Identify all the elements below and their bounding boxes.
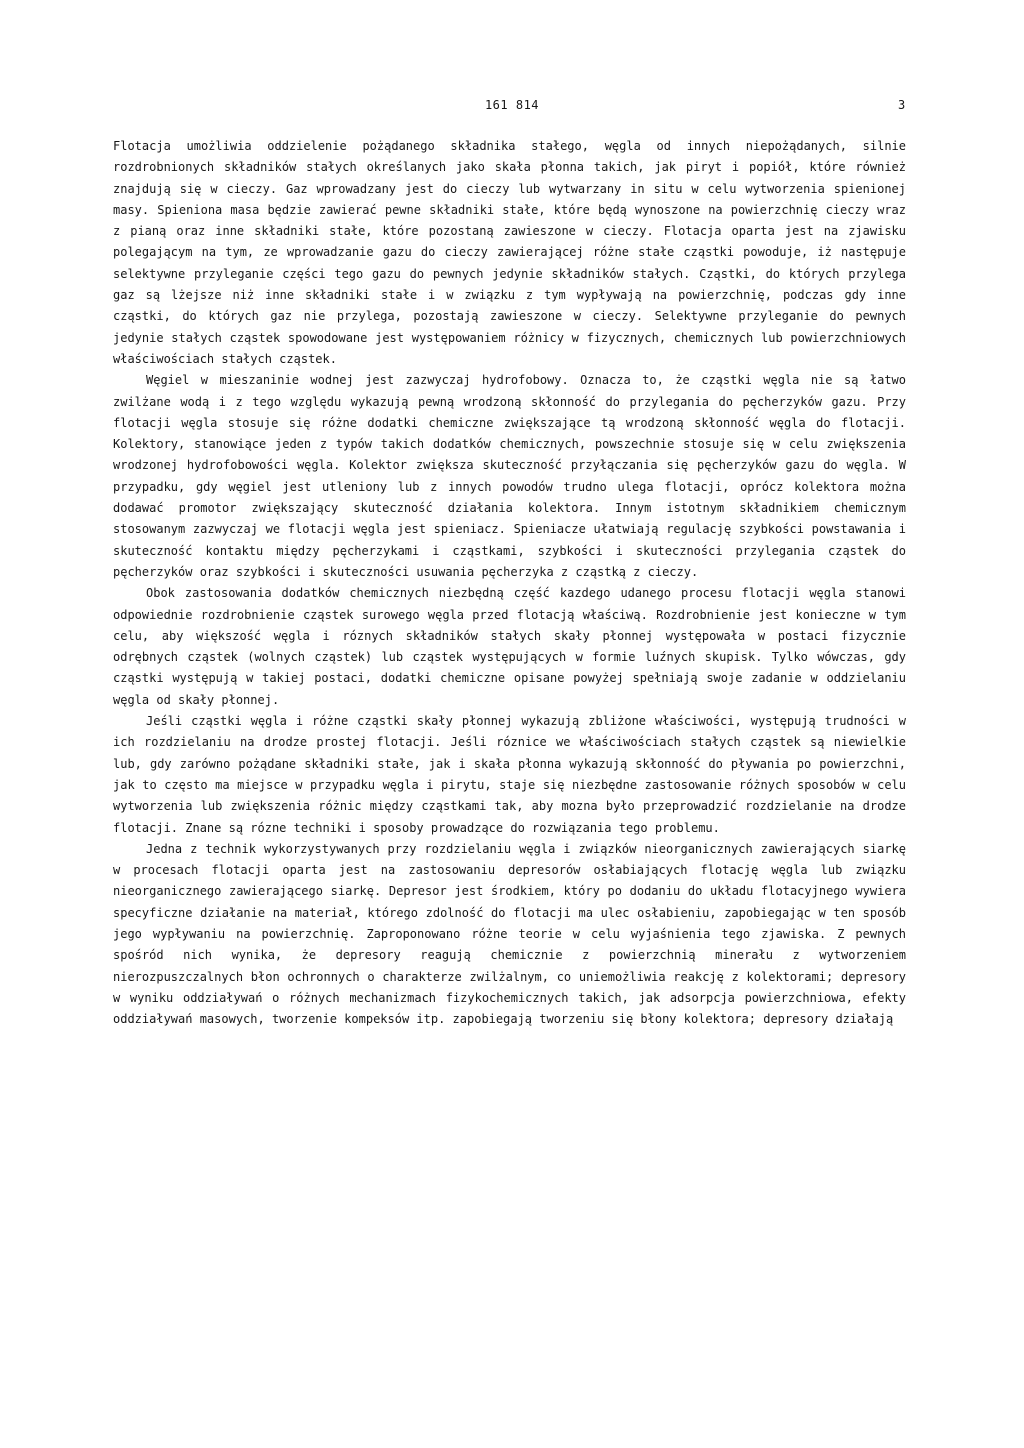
paragraph-flotation-intro: Flotacja umożliwia oddzielenie pożądanego składnika stałego, węgla od innych niepożądanych, silnie rozdrobnionych składników stałych określanych jako skała płonna takich, jak piryt i popiół, które również znajdują się w cieczy. Gaz wprowadzany jest do cieczy lub wytwarzany in situ w celu wytworzenia spienionej masy. Spieniona masa będzie zawierać pewne składniki stałe, które będą wynoszone na powierzchnię cieczy wraz z pianą oraz inne składniki stałe, które pozostaną zawieszone w cieczy. Flotacja oparta jest na zjawisku polegającym na tym, ze wprowadzanie gazu do cieczy zawierającej różne stałe cząstki powoduje, iż następuje selektywne przyleganie części tego gazu do pewnych jedynie składników stałych. Cząstki, do których przylega gaz są lżejsze niż inne składniki stałe i w związku z tym wypływają na powierzchnię, podczas gdy inne cząstki, do których gaz nie przylega, pozostają zawieszone w cieczy. Selektywne przyleganie do pewnych jedynie stałych cząstek spowodowane jest występowaniem różnicy w fizycznych, chemicznych lub powierzchniowych właściwościach stałych cząstek. (113, 139, 906, 366)
page-header (0, 95, 1024, 115)
paragraph-particle-comminution: Obok zastosowania dodatków chemicznych niezbędną część kazdego udanego procesu flotacji węgla stanowi odpowiednie rozdrobnienie cząstek surowego węgla przed flotacją właściwą. Rozdrobnienie jest konieczne w tym celu, aby większość węgla i róznych składników stałych skały płonnej występowała w postaci fizycznie odrębnych cząstek (wolnych cząstek) lub cząstek występujących w formie luźnych skupisk. Tylko wówczas, gdy cząstki występują w takiej postaci, dodatki chemiczne opisane powyżej spełniają swoje zadanie w oddzielaniu węgla od skały płonnej. (113, 586, 906, 707)
body-text (113, 136, 906, 1030)
page-number: 3 (898, 98, 906, 112)
document-number: 161 814 (484, 98, 540, 112)
paragraph-coal-hydrophobic: Węgiel w mieszaninie wodnej jest zazwyczaj hydrofobowy. Oznacza to, że cząstki węgla nie są łatwo zwilżane wodą i z tego względu wykazują pewną wrodzoną skłonność do przylegania do pęcherzyków gazu. Przy flotacji węgla stosuje się różne dodatki chemiczne zwiększające tą wrodzoną skłonność węgla do flotacji. Kolektory, stanowiące jeden z typów takich dodatków chemicznych, powszechnie stosuje się w celu zwiększenia wrodzonej hydrofobowości węgla. Kolektor zwiększa skuteczność przyłączania się pęcherzyków gazu do węgla. W przypadku, gdy węgiel jest utleniony lub z innych powodów trudno ulega flotacji, oprócz kolektora można dodawać promotor zwiększający skuteczność działania kolektora. Innym istotnym składnikiem chemicznym stosowanym zazwyczaj we flotacji węgla jest spieniacz. Spieniacze ułatwiają regulację szybkości powstawania i skuteczność kontaktu między pęcherzykami i cząstkami, szybkości i skuteczności przylegania cząstek do pęcherzyków oraz szybkości i skuteczności usuwania pęcherzyka z cząstką z cieczy. (113, 373, 906, 579)
paragraph-depressors: Jedna z technik wykorzystywanych przy rozdzielaniu węgla i związków nieorganicznych zawierających siarkę w procesach flotacji oparta jest na zastosowaniu depresorów osłabiających flotację węgla lub związku nieorganicznego zawierającego siarkę. Depresor jest środkiem, który po dodaniu do układu flotacyjnego wywiera specyficzne działanie na materiał, którego zdolność do flotacji ma ulec osłabieniu, zapobiegając w ten sposób jego wypływaniu na powierzchnię. Zaproponowano różne teorie w celu wyjaśnienia tego zjawiska. Z pewnych spośród nich wynika, że depresory reagują chemicznie z powierzchnią minerału z wytworzeniem nierozpuszczalnych błon ochronnych o charakterze zwilżalnym, co uniemożliwia reakcję z kolektorami; depresory w wyniku oddziaływań o różnych mechanizmach fizykochemicznych takich, jak adsorpcja powierzchniowa, efekty oddziaływań masowych, tworzenie kompeksów itp. zapobiegają tworzeniu się błony kolektora; depresory działają (113, 841, 906, 1027)
paragraph-similar-properties: Jeśli cząstki węgla i różne cząstki skały płonnej wykazują zbliżone właściwości, występują trudności w ich rozdzielaniu na drodze prostej flotacji. Jeśli róznice we właściwościach stałych cząstek są niewielkie lub, gdy zarówno pożądane składniki stałe, jak i skała płonna wykazują skłonność do pływania po powierzchni, jak to często ma miejsce w przypadku węgla i pirytu, staje się niezbędne zastosowanie różnych sposobów w celu wytworzenia lub zwiększenia różnic między cząstkami tak, aby mozna było przeprowadzić rozdzielanie na drodze flotacji. Znane są rózne techniki i sposoby prowadzące do rozwiązania tego problemu. (113, 714, 906, 835)
